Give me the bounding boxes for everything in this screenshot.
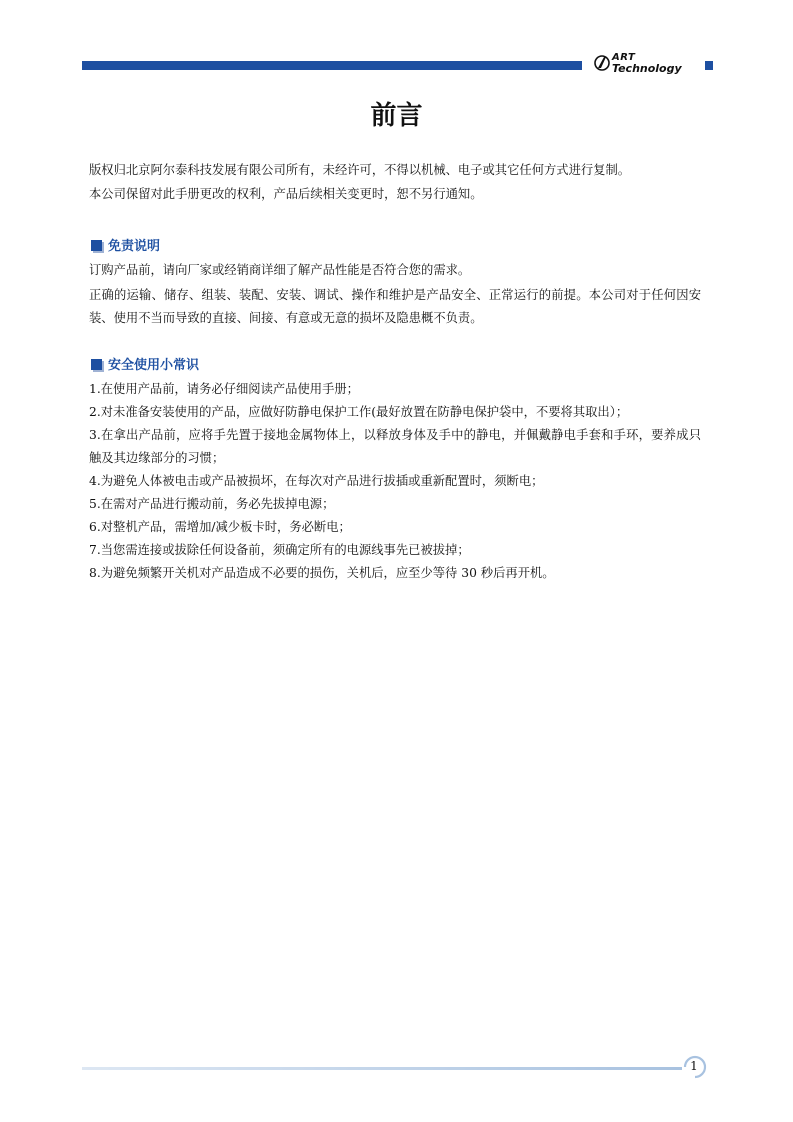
page-number: 1 <box>690 1059 698 1073</box>
section-square-icon <box>91 359 102 370</box>
footer-line <box>82 1067 682 1070</box>
safety-heading-text: 安全使用小常识 <box>108 358 200 373</box>
disclaimer-heading <box>91 238 160 256</box>
list-item: 8.为避免频繁开关机对产品造成不必要的损伤，关机后，应至少等待 30 秒后再开机。 <box>89 566 555 580</box>
list-item: 6.对整机产品，需增加/减少板卡时，务必断电； <box>89 520 351 534</box>
section-square-icon <box>91 240 102 251</box>
header-bar <box>82 61 582 70</box>
header-square <box>705 61 713 70</box>
list-item: 1.在使用产品前，请务必仔细阅读产品使用手册； <box>89 382 359 396</box>
disclaimer-heading-text: 免责说明 <box>108 239 161 254</box>
list-item: 5.在需对产品进行搬动前，务必先拔掉电源； <box>89 497 335 511</box>
safety-list <box>89 378 701 585</box>
logo-text-technology: Technology <box>612 62 682 75</box>
page-title: 前言 <box>370 101 423 131</box>
list-item: 2.对未准备安装使用的产品，应做好防静电保护工作(最好放置在防静电保护袋中，不要将其取出）； <box>89 405 629 419</box>
disclaimer-paragraph-1: 订购产品前，请向厂家或经销商详细了解产品性能是否符合您的需求。 <box>89 263 471 277</box>
list-item: 3.在拿出产品前，应将手先置于接地金属物体上，以释放身体及手中的静电，并佩戴静电手套和手环，要养成只触及其边缘部分的习惯； <box>89 428 701 465</box>
company-logo <box>593 52 698 76</box>
art-logo-icon <box>593 54 611 72</box>
list-item: 7.当您需连接或拔除任何设备前，须确定所有的电源线事先已被拔掉； <box>89 543 470 557</box>
safety-heading <box>91 357 199 375</box>
intro-paragraph-1: 版权归北京阿尔泰科技发展有限公司所有，未经许可，不得以机械、电子或其它任何方式进行复制。 <box>89 163 631 177</box>
intro-paragraph-2: 本公司保留对此手册更改的权利，产品后续相关变更时，恕不另行通知。 <box>89 187 483 201</box>
disclaimer-paragraph-2: 正确的运输、储存、组装、装配、安装、调试、操作和维护是产品安全、正常运行的前提。本公司对于任何因安装、使用不当而导致的直接、间接、有意或无意的损坏及隐患概不负责。 <box>89 288 701 325</box>
list-item: 4.为避免人体被电击或产品被损坏，在每次对产品进行拔插或重新配置时，须断电； <box>89 474 544 488</box>
logo-text-art: ART <box>612 52 636 63</box>
